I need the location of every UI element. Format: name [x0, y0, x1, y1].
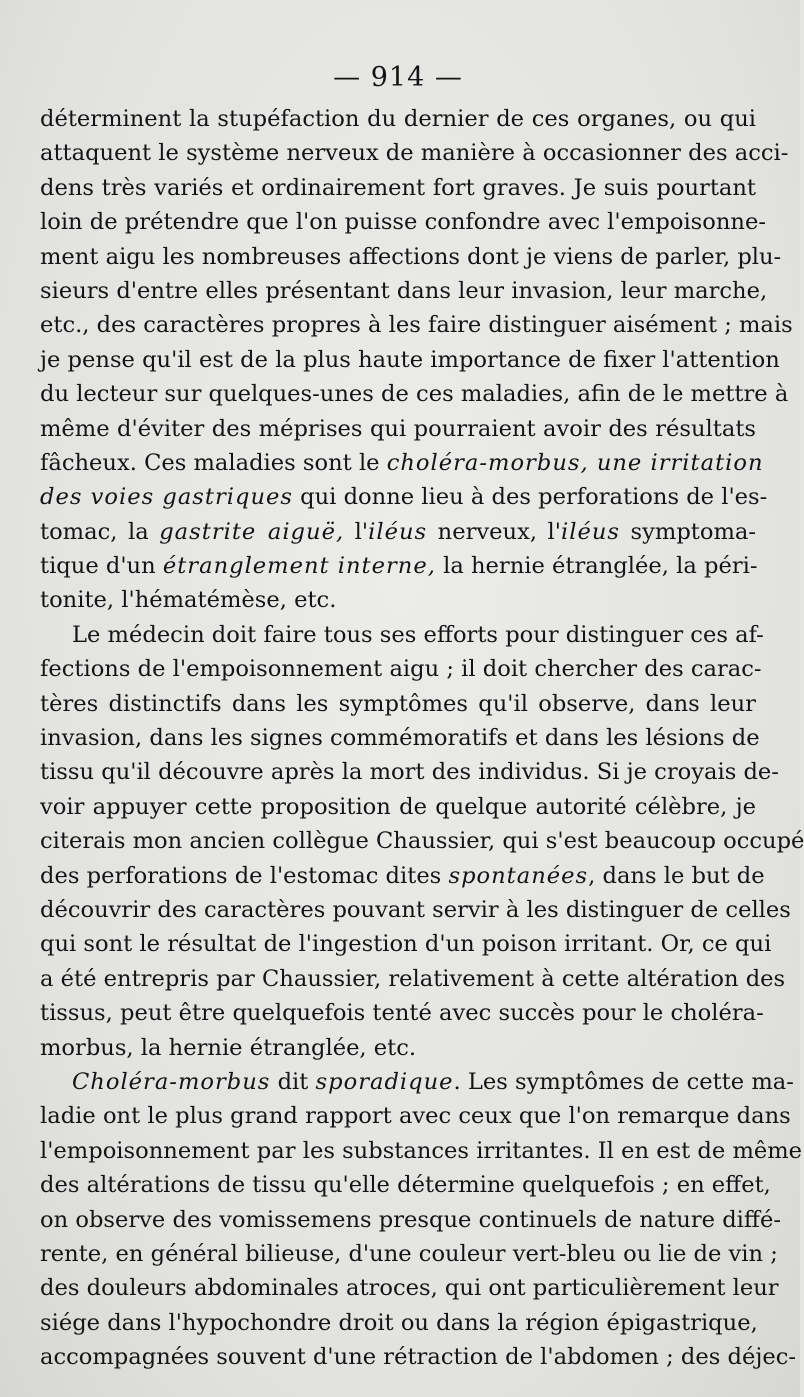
italic-text: iléus: [561, 518, 620, 545]
text-line: [40, 446, 764, 480]
italic-text: gastrite aiguë,: [159, 518, 345, 545]
text-run: nerveux, l': [427, 518, 561, 545]
italic-text: iléus: [368, 518, 428, 545]
text-run: attaquent le système nerveux de manière à occasionner des acci-: [40, 140, 789, 167]
text-run: découvrir des caractères pouvant servir à les distinguer de celles: [40, 896, 791, 923]
text-run: la hernie étranglée, la péri-: [435, 553, 758, 580]
text-line: [40, 1134, 803, 1168]
text-run: loin de prétendre que l'on puisse confondre avec l'empoisonne-: [40, 209, 766, 236]
text-line: [40, 824, 804, 858]
text-run: ment aigu les nombreuses affections dont je viens de parler, plu-: [40, 243, 782, 270]
text-line: [40, 1168, 771, 1202]
text-line: [40, 962, 786, 996]
italic-text: Choléra-morbus: [72, 1068, 271, 1095]
italic-text: choléra-morbus, une irritation: [386, 449, 764, 476]
text-run: sieurs d'entre elles présentant dans leur invasion, leur marche,: [40, 277, 768, 304]
paragraph: [40, 1065, 803, 1375]
page-number: — 914 —: [333, 62, 463, 93]
text-line: [40, 480, 768, 514]
italic-text: étranglement interne,: [162, 553, 436, 580]
text-run: fections de l'empoisonnement aigu ; il doit chercher des carac-: [40, 656, 762, 683]
text-run: rente, en général bilieuse, d'une couleur vert-bleu ou lie de vin ;: [40, 1240, 778, 1267]
text-line: [40, 1031, 756, 1065]
text-line: [40, 927, 772, 961]
text-run: ladie ont le plus grand rapport avec ceux que l'on remarque dans: [40, 1103, 791, 1130]
text-run: même d'éviter des méprises qui pourraient avoir des résultats: [40, 415, 756, 442]
body-text: [40, 102, 804, 1374]
text-run: a été entrepris par Chaussier, relativement à cette altération des: [40, 965, 786, 992]
text-run: siége dans l'hypochondre droit ou dans la région épigastrique,: [40, 1309, 758, 1336]
text-line: [40, 583, 756, 617]
text-run: des douleurs abdominales atroces, qui ont particulièrement leur: [40, 1275, 779, 1302]
text-run: accompagnées souvent d'une rétraction de l'abdomen ; des déjec-: [40, 1344, 796, 1371]
text-line: [40, 1306, 756, 1340]
text-run: l'empoisonnement par les substances irritantes. Il en est de même: [40, 1137, 803, 1164]
text-run: voir appuyer cette proposition de quelque autorité célèbre, je: [40, 793, 756, 820]
italic-text: des voies gastriques: [40, 484, 293, 511]
text-run: tissu qu'il découvre après la mort des individus. Si je croyais de-: [40, 759, 779, 786]
text-line: [40, 893, 791, 927]
text-run: tique d'un: [40, 553, 163, 580]
paragraph: [40, 102, 793, 618]
text-line: [40, 549, 756, 583]
text-line: [40, 618, 764, 652]
text-line: [40, 755, 779, 789]
text-run: morbus, la hernie étranglée, etc.: [40, 1034, 417, 1061]
text-run: citerais mon ancien collègue Chaussier, qui s'est beaucoup occupé: [40, 828, 804, 855]
text-line: [40, 790, 756, 824]
text-line: [40, 136, 789, 170]
text-line: [40, 1340, 796, 1374]
text-run: Le médecin doit faire tous ses efforts pour distinguer ces af-: [72, 621, 764, 648]
text-run: symptoma-: [619, 518, 756, 545]
text-run: du lecteur sur quelques-unes de ces maladies, afin de le mettre à: [40, 381, 789, 408]
text-line: [40, 687, 756, 721]
text-run: , dans le but de: [588, 862, 765, 889]
text-run: tomac, la: [40, 518, 160, 545]
text-run: déterminent la stupéfaction du dernier de ces organes, ou qui: [40, 106, 756, 132]
text-run: tissus, peut être quelquefois tenté avec succès pour le choléra-: [40, 1000, 764, 1027]
text-line: [40, 412, 756, 446]
text-line: [40, 205, 766, 239]
text-line: [40, 721, 760, 755]
text-run: je pense qu'il est de la plus haute importance de fixer l'attention: [40, 346, 780, 373]
text-run: des altérations de tissu qu'elle détermine quelquefois ; en effet,: [40, 1172, 771, 1199]
text-line: [40, 996, 764, 1030]
text-line: [40, 343, 780, 377]
text-line: [40, 171, 756, 205]
text-line: [40, 652, 762, 686]
italic-text: spontanées: [448, 862, 589, 889]
text-line: [40, 274, 768, 308]
text-line: [40, 1271, 779, 1305]
text-run: qui donne lieu à des perforations de l'es-: [292, 484, 768, 511]
text-line: [40, 102, 756, 136]
text-line: [40, 377, 789, 411]
paragraph: [40, 618, 804, 1065]
text-run: etc., des caractères propres à les faire distinguer aisément ; mais: [40, 312, 793, 339]
text-run: dit: [270, 1068, 316, 1095]
text-line: [40, 859, 765, 893]
text-line: [40, 1237, 778, 1271]
italic-text: sporadique: [315, 1068, 454, 1095]
text-run: des perforations de l'estomac dites: [40, 862, 449, 889]
text-line: [40, 1099, 791, 1133]
text-line: [40, 308, 793, 342]
text-run: qui sont le résultat de l'ingestion d'un poison irritant. Or, ce qui: [40, 931, 772, 958]
text-line: [40, 1203, 781, 1237]
text-run: dens très variés et ordinairement fort graves. Je suis pourtant: [40, 174, 756, 201]
text-line: [40, 1065, 794, 1099]
text-run: tères distinctifs dans les symptômes qu'il observe, dans leur: [40, 690, 756, 717]
text-run: l': [344, 518, 369, 545]
text-run: fâcheux. Ces maladies sont le: [40, 449, 387, 476]
text-line: [40, 515, 756, 549]
text-run: invasion, dans les signes commémoratifs et dans les lésions de: [40, 725, 760, 752]
text-line: [40, 240, 782, 274]
text-run: on observe des vomissemens presque continuels de nature diffé-: [40, 1206, 781, 1233]
text-run: tonite, l'hématémèse, etc.: [40, 587, 337, 614]
text-run: . Les symptômes de cette ma-: [453, 1068, 794, 1095]
